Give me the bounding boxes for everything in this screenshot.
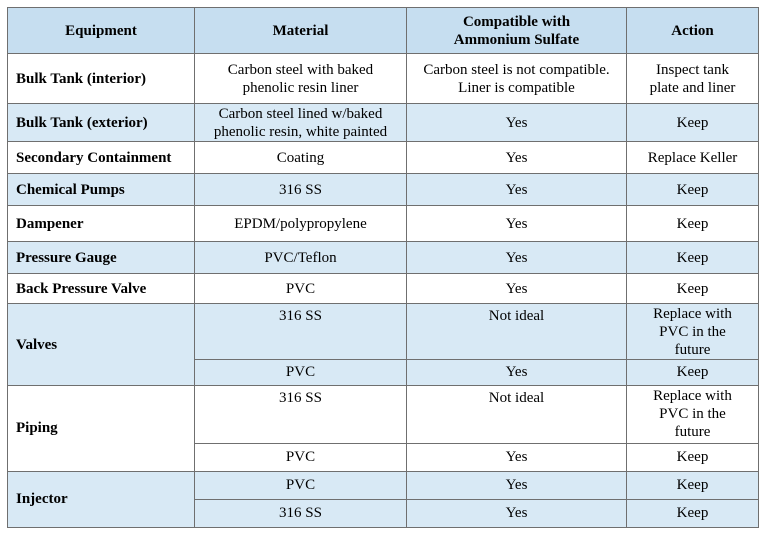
action-cell: Keep [627,242,759,274]
header-row [8,8,759,54]
compatible-cell: Not ideal [407,385,627,443]
material-cell: 316 SS [195,499,407,527]
action-cell: Replace with PVC in the future [627,385,759,443]
action-cell: Keep [627,359,759,385]
material-cell: PVC/Teflon [195,242,407,274]
equipment-cell: Bulk Tank (interior) [8,54,195,104]
material-cell: Carbon steel lined w/baked phenolic resin, white painted [195,104,407,142]
equipment-cell: Injector [8,471,195,527]
table-row [8,174,759,206]
equipment-cell: Chemical Pumps [8,174,195,206]
table-row [8,385,759,443]
material-cell: PVC [195,471,407,499]
action-cell: Replace with PVC in the future [627,304,759,359]
equipment-cell: Piping [8,385,195,471]
table-row [8,54,759,104]
table-row [8,471,759,499]
header-material: Material [195,8,407,54]
material-cell: Coating [195,142,407,174]
material-cell: EPDM/polypropylene [195,206,407,242]
table-row [8,304,759,359]
material-cell: PVC [195,274,407,304]
compatible-cell: Yes [407,274,627,304]
compatible-cell: Carbon steel is not compatible. Liner is compatible [407,54,627,104]
table-row [8,242,759,274]
table-row [8,142,759,174]
header-compatible: Compatible with Ammonium Sulfate [407,8,627,54]
action-cell: Inspect tank plate and liner [627,54,759,104]
table-row [8,274,759,304]
compatible-cell: Yes [407,104,627,142]
header-action: Action [627,8,759,54]
table-row [8,104,759,142]
equipment-cell: Back Pressure Valve [8,274,195,304]
material-cell: 316 SS [195,304,407,359]
compatible-cell: Yes [407,142,627,174]
material-cell: 316 SS [195,174,407,206]
compatible-cell: Yes [407,443,627,471]
equipment-cell: Pressure Gauge [8,242,195,274]
equipment-cell: Dampener [8,206,195,242]
material-cell: Carbon steel with baked phenolic resin liner [195,54,407,104]
equipment-cell: Secondary Containment [8,142,195,174]
compatible-cell: Not ideal [407,304,627,359]
compatible-cell: Yes [407,499,627,527]
equipment-cell: Bulk Tank (exterior) [8,104,195,142]
compatible-cell: Yes [407,174,627,206]
action-cell: Keep [627,206,759,242]
compatible-cell: Yes [407,359,627,385]
action-cell: Keep [627,274,759,304]
header-equipment: Equipment [8,8,195,54]
compatible-cell: Yes [407,206,627,242]
material-cell: PVC [195,359,407,385]
material-cell: 316 SS [195,385,407,443]
action-cell: Keep [627,174,759,206]
action-cell: Keep [627,443,759,471]
action-cell: Keep [627,471,759,499]
compatible-cell: Yes [407,471,627,499]
equipment-cell: Valves [8,304,195,385]
action-cell: Replace Keller [627,142,759,174]
material-cell: PVC [195,443,407,471]
action-cell: Keep [627,104,759,142]
compatible-cell: Yes [407,242,627,274]
equipment-compatibility-table [7,7,759,528]
action-cell: Keep [627,499,759,527]
table-row [8,206,759,242]
